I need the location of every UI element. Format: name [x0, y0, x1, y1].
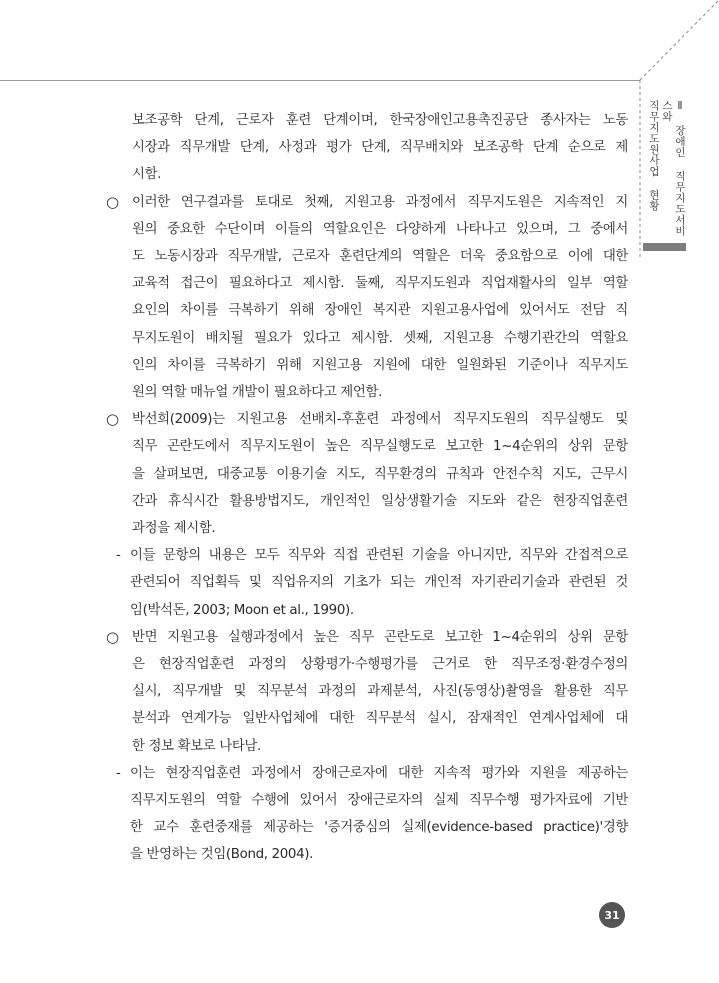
text-line: 요인의 차이를 극복하기 위해 장애인 복지관 지원고용사업에 있어서도 전담 직 — [132, 303, 628, 319]
side-tab-bar — [643, 243, 686, 251]
text-line: 실시, 직무개발 및 직무분석 과정의 과제분석, 사진(동영상)촬영을 활용한 직무 — [132, 684, 628, 700]
text-line: 원의 중요한 수단이며 이들의 역할요인은 다양하게 나타나고 있으며, 그 중에서 — [132, 221, 628, 237]
text-line: 관련되어 직업획득 및 직업유지의 기초가 되는 개인적 자기관리기술과 관련된 것 — [130, 575, 628, 591]
text-line: 이는 현장직업훈련 과정에서 장애근로자에 대한 지속적 평가와 지원을 제공하는 — [130, 765, 628, 781]
text-line: 인의 차이를 극복하기 위해 지원고용 지원에 대한 일원화된 기준이나 직무지도 — [132, 357, 628, 373]
page-number: 31 — [599, 902, 625, 928]
dash-item — [112, 760, 628, 869]
text-line: 시함. — [132, 167, 162, 183]
text-line: 무지도원이 배치될 필요가 있다고 제시함. 셋째, 지원고용 수행기관간의 역할요 — [132, 330, 628, 346]
text-line: 은 현장직업훈련 과정의 상황평가·수행평가를 근거로 한 직무조정·환경수정의 — [132, 657, 628, 673]
text-line: 간과 휴식시간 활용방법지도, 개인적인 일상생활기술 지도와 같은 현장직업훈련 — [132, 493, 628, 509]
text-line: 직무지도원의 역할 수행에 있어서 장애근로자의 실제 직무수행 평가자료에 기반 — [130, 793, 628, 809]
text-line: 도 노동시장과 직무개발, 근로자 훈련단계의 역할은 더욱 중요함으로 이에 대한 — [132, 249, 628, 265]
text-line: 박선희(2009)는 지원고용 선배치-후훈련 과정에서 직무지도원의 직무실행도 및 — [132, 412, 628, 428]
bullet-item — [106, 189, 628, 407]
bullet-item — [106, 624, 628, 760]
bullet-marker: ○ — [106, 410, 119, 429]
header-rule — [0, 80, 640, 81]
text-line: 시장과 직무개발 단계, 사정과 평가 단계, 직무배치와 보조공학 단계 순으로 제 — [132, 140, 628, 156]
dash-marker: - — [116, 765, 121, 781]
text-line: 임(박석돈, 2003; Moon et al., 1990). — [130, 602, 354, 618]
bullet-marker: ○ — [106, 192, 119, 211]
text-line: 직무 곤란도에서 직무지도원이 높은 직무실행도로 보고한 1~4순위의 상위 문항 — [132, 439, 628, 455]
chapter-side-tab — [648, 100, 686, 242]
text-line: 한 정보 확보로 나타남. — [132, 738, 261, 754]
text-line: 분석과 연계가능 일반사업체에 대한 직무분석 실시, 잠재적인 연계사업체에 대 — [132, 711, 628, 727]
bullet-item — [106, 406, 628, 542]
text-line: 과정을 제시함. — [132, 521, 216, 537]
side-tab-line-2: 직무지도원사업 현황 — [648, 100, 660, 212]
text-line: 을 반영하는 것임(Bond, 2004). — [130, 847, 314, 863]
body-text — [106, 107, 628, 869]
text-line: 을 살펴보면, 대중교통 이용기술 지도, 직무환경의 규칙과 안전수칙 지도, 근무시 — [132, 466, 628, 482]
text-line: 보조공학 단계, 근로자 훈련 단계이며, 한국장애인고용촉진공단 종사자는 노동 — [132, 113, 628, 128]
dash-marker: - — [116, 548, 121, 564]
text-line: 이들 문항의 내용은 모두 직무와 직접 관련된 기술을 아니지만, 직무와 간접적으로 — [130, 548, 628, 564]
text-line: 이러한 연구결과를 토대로 첫째, 지원고용 과정에서 직무지도원은 지속적인 지 — [132, 194, 628, 210]
paragraph — [112, 107, 628, 189]
text-line: 원의 역할 매뉴얼 개발이 필요하다고 제언함. — [132, 385, 382, 401]
text-line: 한 교수 훈련중재를 제공하는 '증거중심의 실제(evidence-based practice)'경향 — [130, 820, 628, 836]
text-line: 교육적 접근이 필요하다고 제시함. 둘째, 직무지도원과 직업재활사의 일부 역할 — [132, 276, 628, 292]
dash-item — [112, 542, 628, 624]
side-tab-line-1: Ⅱ 장애인 직무지도서비스와 — [661, 100, 686, 237]
bullet-marker: ○ — [106, 627, 119, 646]
text-line: 반면 지원고용 실행과정에서 높은 직무 곤란도로 보고한 1~4순위의 상위 문항 — [132, 629, 628, 645]
